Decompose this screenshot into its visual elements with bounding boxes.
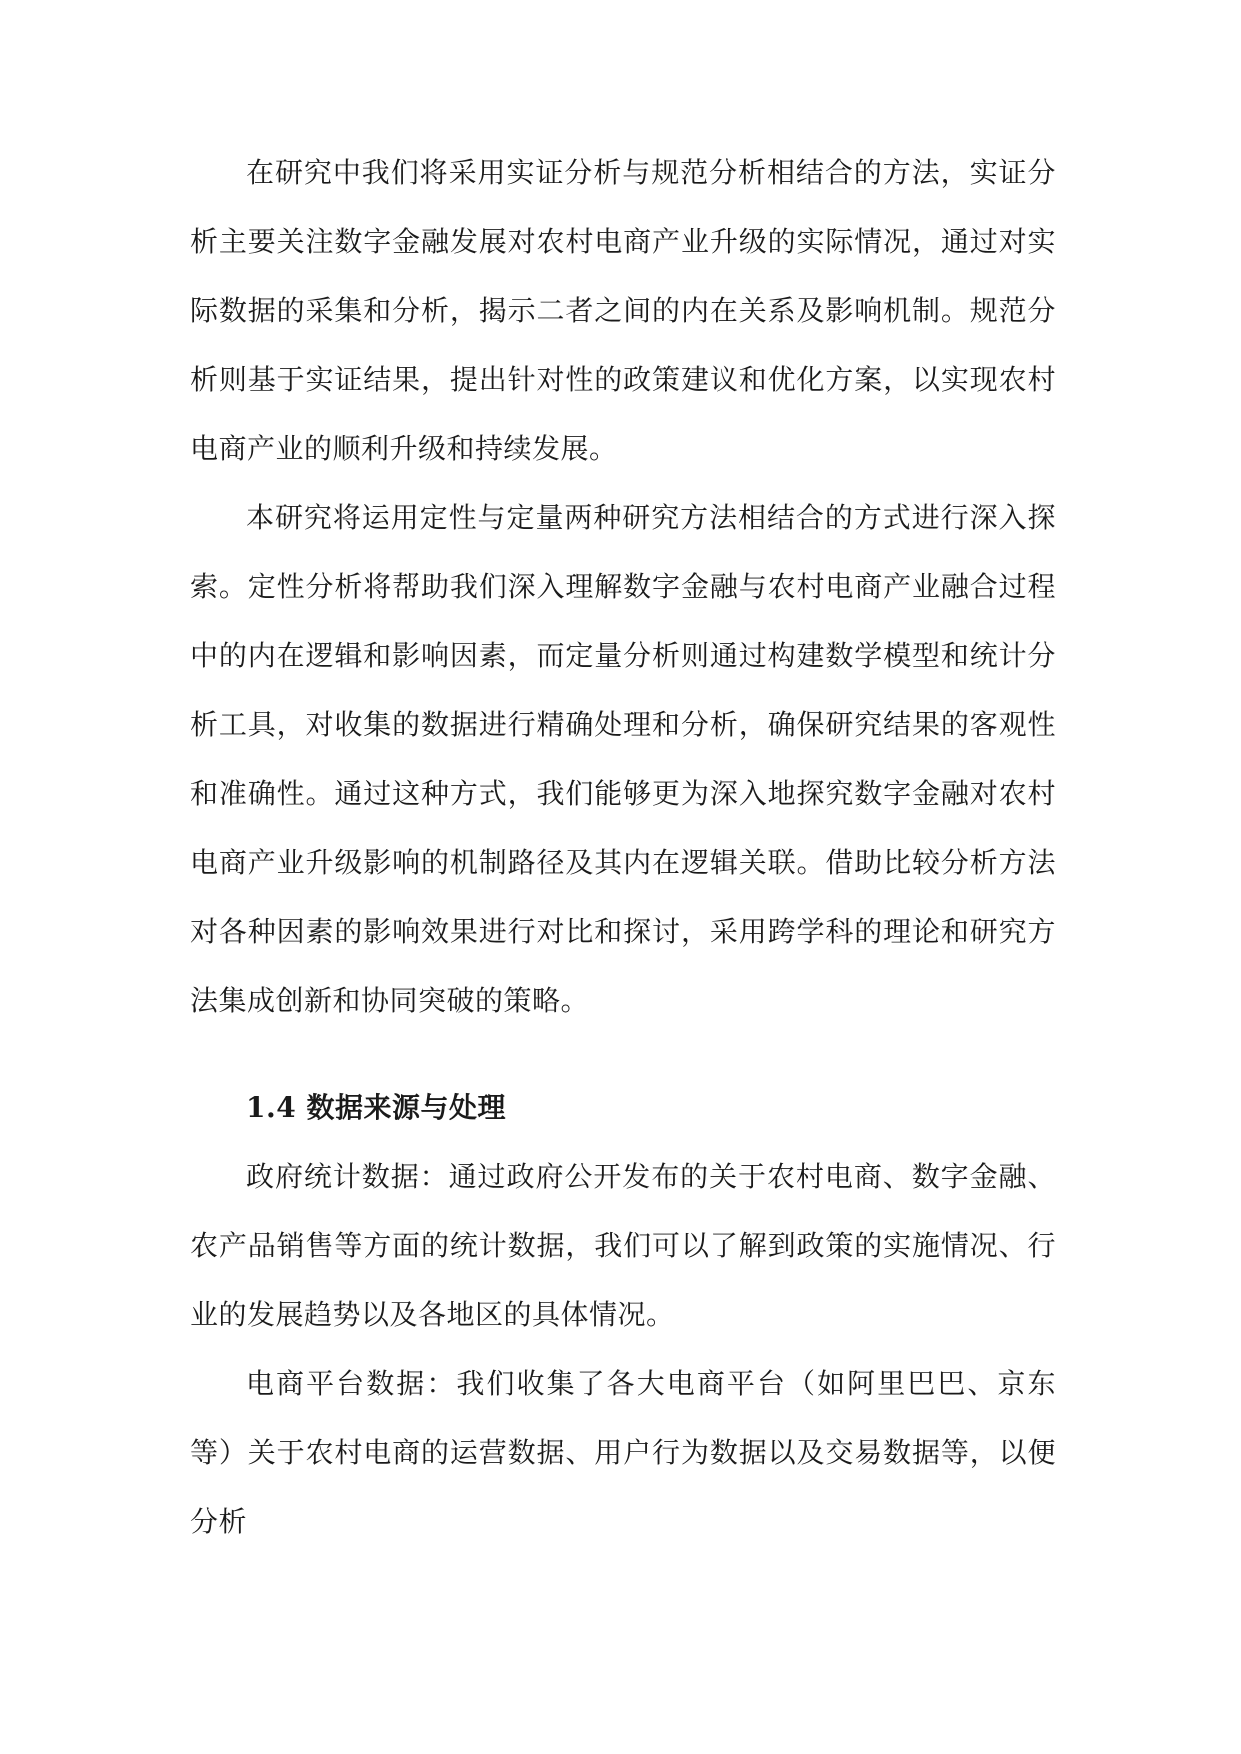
paragraph-ecommerce-data: 电商平台数据：我们收集了各大电商平台（如阿里巴巴、京东等）关于农村电商的运营数据、用户行为数据以及交易数据等，以便分析 [190, 1367, 1056, 1538]
paragraph-qualitative-quantitative: 本研究将运用定性与定量两种研究方法相结合的方式进行深入探索。定性分析将帮助我们深入理解数字金融与农村电商产业融合过程中的内在逻辑和影响因素，而定量分析则通过构建数学模型和统计分析工具，对收集的数据进行精确处理和分析，确保研究结果的客观性和准确性。通过这种方式，我们能够更为深入地探究数字金融对农村电商产业升级影响的机制路径及其内在逻辑关联。借助比较分析方法对各种因素的影响效果进行对比和探讨，采用跨学科的理论和研究方法集成创新和协同突破的策略。 [190, 501, 1056, 1017]
paragraph-research-methods: 在研究中我们将采用实证分析与规范分析相结合的方法，实证分析主要关注数字金融发展对农村电商产业升级的实际情况，通过对实际数据的采集和分析，揭示二者之间的内在关系及影响机制。规范分析则基于实证结果，提出针对性的政策建议和优化方案，以实现农村电商产业的顺利升级和持续发展。 [190, 156, 1056, 465]
document-body [190, 138, 1056, 1556]
paragraph-government-data: 政府统计数据：通过政府公开发布的关于农村电商、数字金融、农产品销售等方面的统计数据，我们可以了解到政策的实施情况、行业的发展趋势以及各地区的具体情况。 [190, 1160, 1056, 1331]
section-heading: 1.4 数据来源与处理 [246, 1091, 506, 1124]
